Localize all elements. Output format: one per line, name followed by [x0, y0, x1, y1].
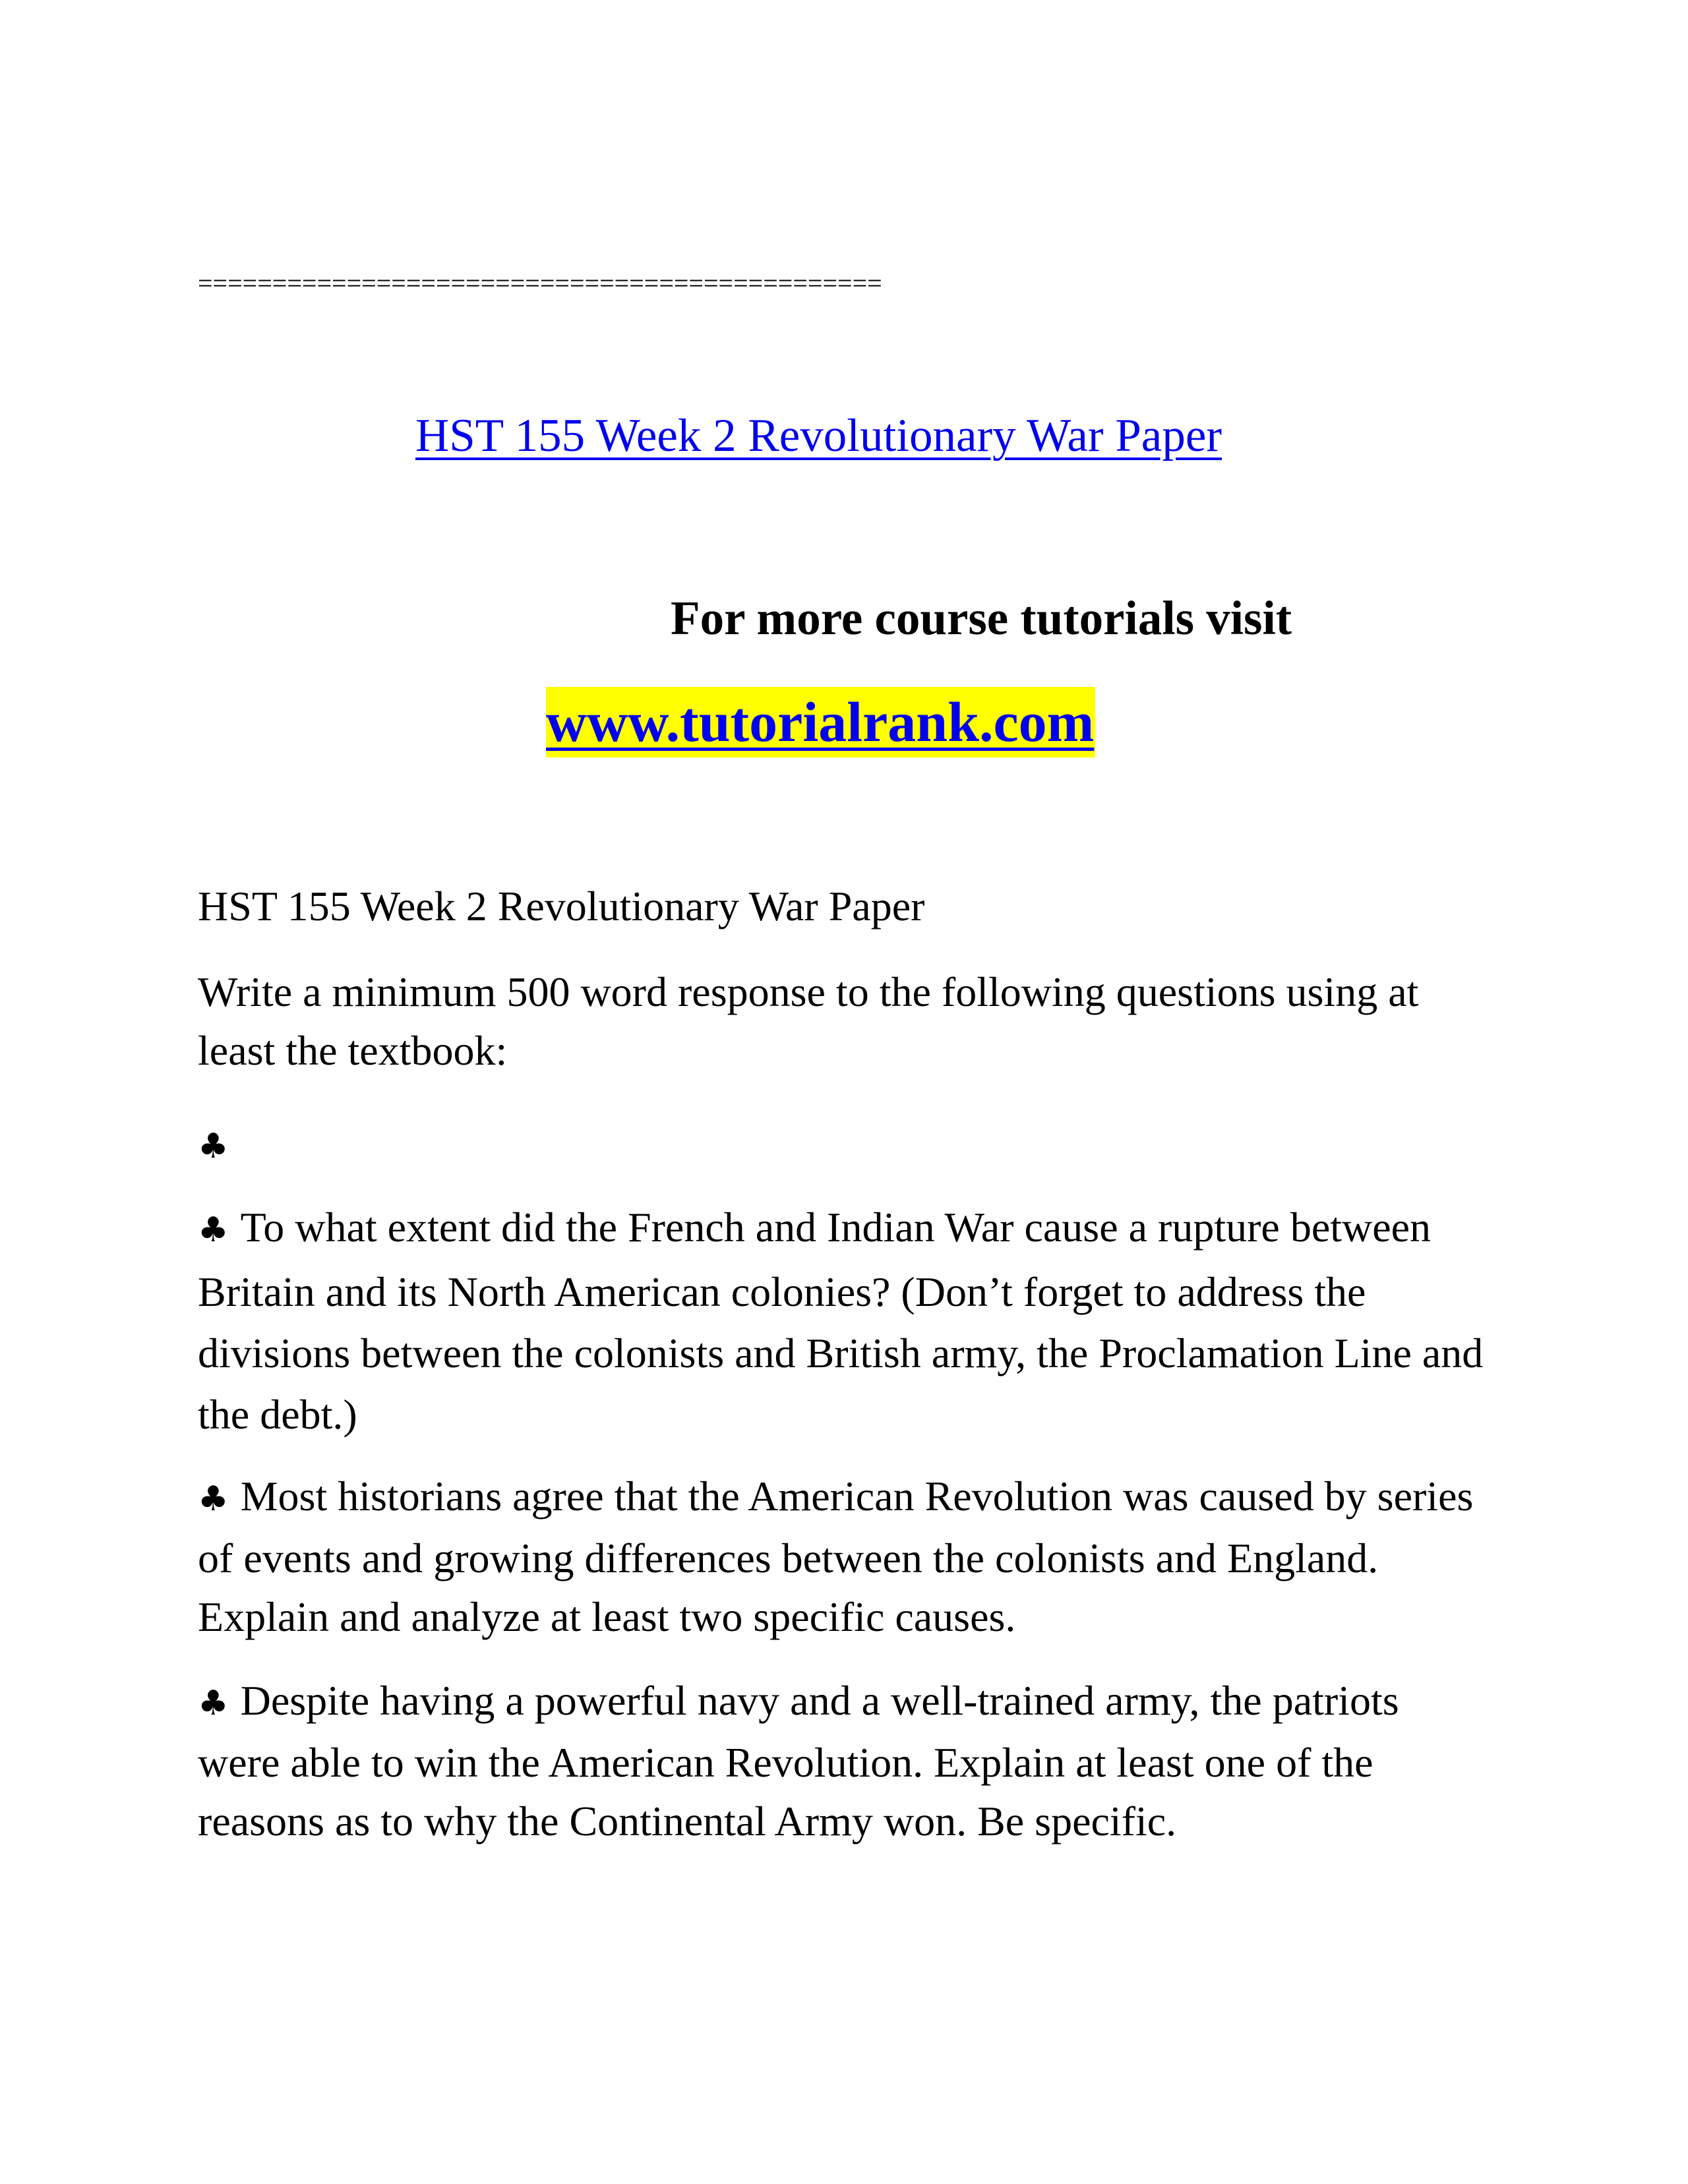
club-bullet-icon: ♣ [198, 1479, 229, 1519]
club-bullet-icon: ♣ [198, 1684, 229, 1723]
visit-text: For more course tutorials visit [671, 591, 1292, 645]
question-item [198, 1467, 1490, 1646]
site-link-highlight [546, 687, 1095, 757]
bullet-empty [198, 1114, 1490, 1176]
question-item [198, 1671, 1490, 1850]
question-item [198, 1196, 1490, 1445]
club-bullet-icon: ♣ [198, 1127, 229, 1166]
question-text: To what extent did the French and Indian War cause a rupture between Britain and its North American colonies? (Don’t forget to address the divisions between the colonists and British army, the Proclamation Line and the debt.) [198, 1204, 1484, 1438]
assignment-intro: Write a minimum 500 word response to the following questions using at least the textbook: [198, 968, 1419, 1074]
question-text: Most historians agree that the American Revolution was caused by series of events and growing differences between the colonists and England. Explain and analyze at least two specific causes. [198, 1473, 1474, 1640]
club-bullet-icon: ♣ [198, 1210, 229, 1250]
assignment-heading: HST 155 Week 2 Revolutionary War Paper [198, 883, 925, 930]
site-link[interactable]: www.tutorialrank.com [546, 690, 1095, 753]
separator-line: ============================================== [198, 268, 882, 298]
question-text: Despite having a powerful navy and a well-trained army, the patriots were able to win the American Revolution. Explain at least one of the reasons as to why the Continental Army won. Be specific. [198, 1677, 1399, 1845]
title-link[interactable]: HST 155 Week 2 Revolutionary War Paper [415, 410, 1222, 461]
